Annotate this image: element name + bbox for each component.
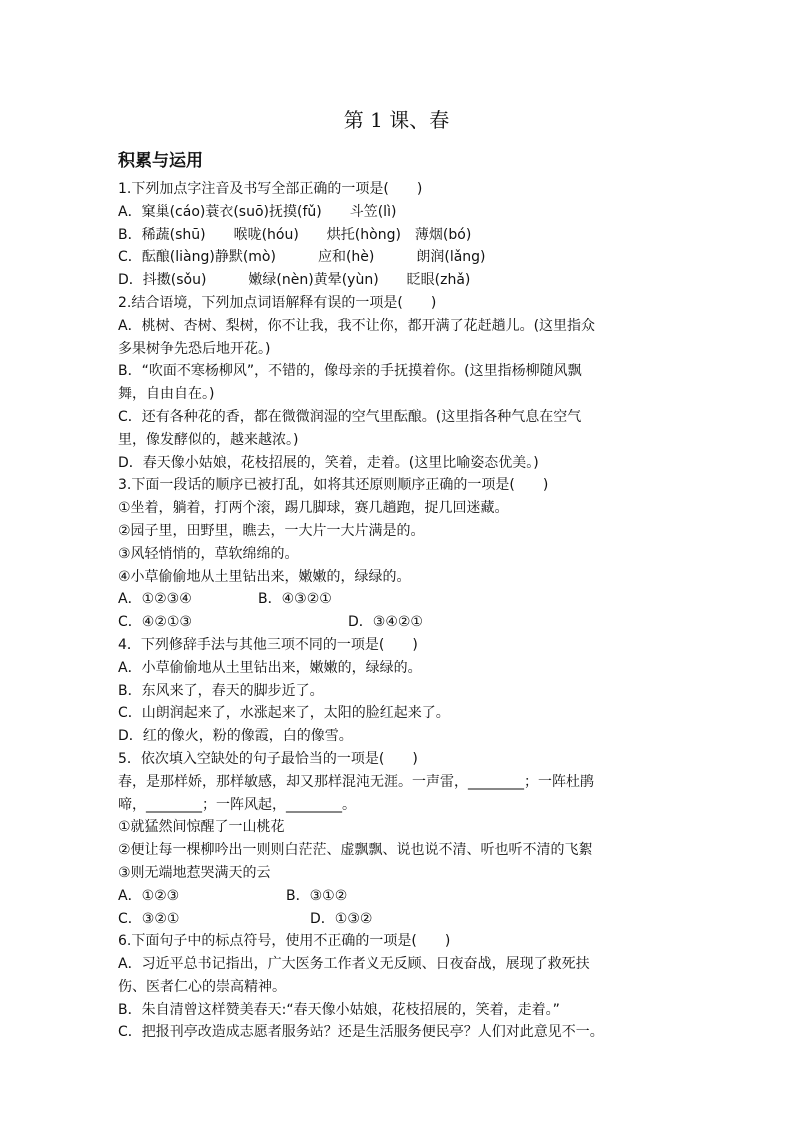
question-6-option-a-cont: 伤、医者仁心的崇高精神。 <box>118 978 286 995</box>
question-3-options-row-1 <box>118 588 678 611</box>
question-2-stem: 2.结合语境，下列加点词语解释有误的一项是( ) <box>118 294 437 311</box>
question-3-sentence-1: ①坐着，躺着，打两个滚，踢几脚球，赛几趟跑，捉几回迷藏。 <box>118 500 509 517</box>
question-content <box>118 178 678 1044</box>
question-2-option-b: B．“吹面不寒杨柳风”，不错的，像母亲的手抚摸着你。(这里指杨柳随风飘 <box>118 363 582 380</box>
question-3-options-row-2 <box>118 611 678 634</box>
question-2-option-c-cont: 里，像发酵似的，越来越浓。) <box>118 431 299 448</box>
question-2-option-a: A．桃树、杏树、梨树，你不让我，我不让你，都开满了花赶趟儿。(这里指众 <box>118 317 596 334</box>
question-6-stem: 6.下面句子中的标点符号，使用不正确的一项是( ) <box>118 933 451 950</box>
question-6-option-c: C．把报刊亭改造成志愿者服务站？还是生活服务便民亭？人们对此意见不一。 <box>118 1024 604 1041</box>
question-4-option-d: D．红的像火，粉的像霞，白的像雪。 <box>118 728 353 745</box>
question-1-option-b: B．稀蔬(shū) 喉咙(hóu) 烘托(hòng) 薄烟(bó) <box>118 226 472 243</box>
question-5-option-b: B．③①② <box>286 887 348 904</box>
question-5-passage: 春，是那样娇，那样敏感，却又那样混沌无涯。一声雷，________；一阵杜鹃 <box>118 773 594 790</box>
question-3-sentence-3: ③风轻悄悄的，草软绵绵的。 <box>118 545 299 562</box>
question-3-option-d: D．③④②① <box>348 614 423 631</box>
question-1-option-d: D．抖擞(sǒu) 嫩绿(nèn)黄晕(yùn) 眨眼(zhǎ) <box>118 272 471 289</box>
question-3-option-c: C．④②①③ <box>118 614 192 631</box>
question-1-stem: 1.下列加点字注音及书写全部正确的一项是( ) <box>118 181 423 197</box>
question-1-option-c: C．酝酿(liàng)静默(mò) 应和(hè) 朗润(lǎng) <box>118 249 486 266</box>
question-3-stem: 3.下面一段话的顺序已被打乱，如将其还原则顺序正确的一项是( ) <box>118 477 549 494</box>
question-2-option-b-cont: 舞，自由自在。) <box>118 386 215 403</box>
question-4-stem: 4．下列修辞手法与其他三项不同的一项是( ) <box>118 636 418 653</box>
question-5-option-d: D．①③② <box>310 910 373 927</box>
question-6-option-b: B．朱自清曾这样赞美春天:“春天像小姑娘，花枝招展的，笑着，走着。” <box>118 1001 560 1018</box>
question-3-option-a: A．①②③④ <box>118 591 192 608</box>
question-1-option-a: A．窠巢(cáo)蓑衣(suō)抚摸(fǔ) 斗笠(lì) <box>118 203 397 220</box>
question-2-option-d: D．春天像小姑娘，花枝招展的，笑着，走着。(这里比喻姿态优美。) <box>118 454 539 471</box>
question-5-choice-1: ①就猛然间惊醒了一山桃花 <box>118 819 285 836</box>
question-5-stem: 5．依次填入空缺处的句子最恰当的一项是( ) <box>118 750 418 767</box>
question-5-passage-cont: 啼，________；一阵风起，________。 <box>118 796 356 813</box>
question-3-option-b: B．④③②① <box>258 591 332 608</box>
question-4-option-c: C．山朗润起来了，水涨起来了，太阳的脸红起来了。 <box>118 705 450 722</box>
question-5-option-c: C．③②① <box>118 910 180 927</box>
question-2-option-a-cont: 多果树争先恐后地开花。) <box>118 340 271 357</box>
question-3-sentence-4: ④小草偷偷地从土里钻出来，嫩嫩的，绿绿的。 <box>118 568 411 585</box>
page-title: 第 1 课、春 <box>343 108 450 132</box>
section-heading: 积累与运用 <box>118 151 203 171</box>
question-5-option-a: A．①②③ <box>118 887 180 904</box>
question-5-choice-2: ②便让每一棵柳吟出一则则白茫茫、虚飘飘、说也说不清、听也听不清的飞絮 <box>118 842 593 859</box>
question-4-option-a: A．小草偷偷地从土里钻出来，嫩嫩的，绿绿的。 <box>118 659 422 676</box>
question-5-options-row-2 <box>118 908 678 931</box>
question-3-sentence-2: ②园子里，田野里，瞧去，一大片一大片满是的。 <box>118 522 425 539</box>
question-4-option-b: B．东风来了，春天的脚步近了。 <box>118 682 324 699</box>
question-2-option-c: C．还有各种花的香，都在微微润湿的空气里酝酿。(这里指各种气息在空气 <box>118 408 582 425</box>
question-6-option-a: A．习近平总书记指出，广大医务工作者义无反顾、日夜奋战，展现了救死扶 <box>118 956 590 973</box>
question-5-choice-3: ③则无端地惹哭满天的云 <box>118 864 271 881</box>
question-5-options-row-1 <box>118 885 678 908</box>
